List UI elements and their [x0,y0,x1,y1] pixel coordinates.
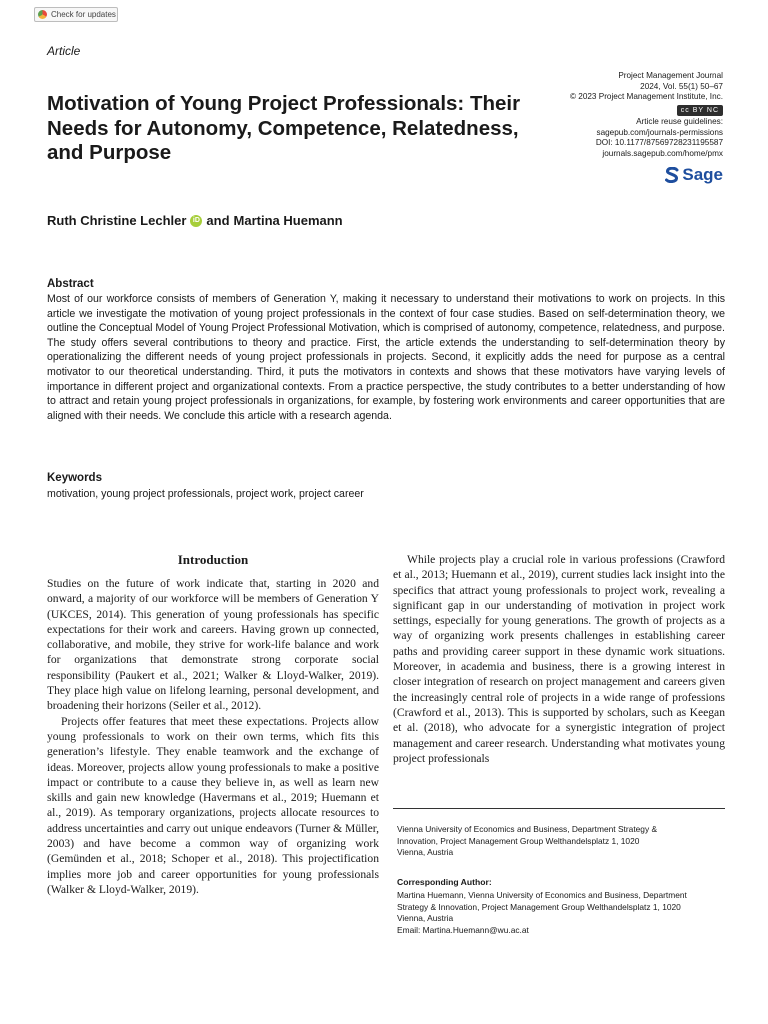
corresponding-author-note [397,890,727,936]
abstract-text: Most of our workforce consists of members of Generation Y, making it necessary to understand their motivations to work on projects. In this article we investigate the motivation of young project professionals in the context of four case studies. Based on self-determination theory, we outline the Conceptual Model of Young Project Professional Motivation, which is comprised of autonomy, competence, relatedness, and purpose. The study offers several contributions to theory and practice. First, the article extends the understanding to self-determination theory by operationalizing the different needs of young project professionals in projects. Second, it explicitly adds the need for purpose as a central motivator to our theoretical understanding. Third, it puts the motivators in contexts and shows that these motivators have varying levels of importance in different project and organizational contexts. From a practice perspective, the study contributes to a better understanding of how to attract and retain young project professionals in organizations, for example, by fostering work environments and career opportunities that are aligned with their needs. We conclude this article with a research agenda. [47,293,725,422]
corresponding-line: Vienna, Austria [397,913,454,924]
crossmark-icon [38,10,47,19]
corresponding-author-heading: Corresponding Author: [397,877,492,887]
author-first[interactable]: Ruth Christine Lechler [47,213,187,228]
keywords-text: motivation, young project professionals, project work, project career [47,488,364,500]
author-connector: and [206,213,230,228]
corresponding-line: Strategy & Innovation, Project Management Group Welthandelsplatz 1, 1020 [397,901,681,912]
right-column [393,552,725,766]
orcid-icon[interactable]: iD [190,215,202,227]
journal-name: Project Management Journal [618,71,723,80]
reuse-guidelines-label: Article reuse guidelines: [636,117,723,127]
sage-s-icon [665,167,679,183]
left-column [47,576,379,897]
corresponding-line: Martina Huemann, Vienna University of Economics and Business, Department [397,890,687,900]
intro-paragraph-1: Studies on the future of work indicate that, starting in 2020 and onward, a majority of our workforce will be members of Generation Y (UKCES, 2014). This generation of young professionals has specific expectations for their work and careers. Having grown up connected, collaborative, and mobile, they strive for work-life balance and work for organizations that demonstrate strong corporate social responsibility (Paukert et al., 2021; Walker & Lloyd-Walker, 2019). They place high value on lifelong learning, personal development, and broadening their horizons (Seiler et al., 2012). [47,577,379,713]
author-line [47,213,343,228]
journal-home-link[interactable]: journals.sagepub.com/home/pmx [602,149,723,159]
journal-info [513,71,723,186]
abstract-heading: Abstract [47,278,94,290]
article-type-label: Article [47,44,81,58]
article-title: Motivation of Young Project Professionals: Their Needs for Autonomy, Competence, Relatedness, and Purpose [47,92,521,165]
intro-paragraph-3: While projects play a crucial role in various professions (Crawford et al., 2013; Huemann et al., 2019), current studies lack insight into the specifics that attract young professionals to project work, revealing a significant gap in our understanding of motivation in project work settings, especially for young generations. The growth of projects as a way of organizing work presents challenges in establishing career paths and providing career support in these dynamic work situations. Moreover, in academia and business, there is a growing interest in closer integration of research on project management and careers given the increasingly central role of projects in a wide range of professions (Crawford et al., 2013). This is supported by scholars, such as Keegan et al. (2018), who advocate for a synergistic integration of project management and career research. Understanding what motivates young project professionals [393,553,725,765]
corresponding-email[interactable]: Email: Martina.Huemann@wu.ac.at [397,924,529,935]
sage-logo [665,164,723,186]
doi-text[interactable]: DOI: 10.1177/87569728231195587 [595,138,723,148]
affiliation-line: Innovation, Project Management Group Welthandelsplatz 1, 1020 [397,835,640,846]
reuse-guidelines-link[interactable]: sagepub.com/journals-permissions [596,127,723,137]
intro-paragraph-2: Projects offer features that meet these expectations. Projects allow young professionals to work on their own terms, which fits this generation’s lifestyle. They enable teamwork and the exchange of ideas. Moreover, projects allow young professionals to make a positive impact or contribute to a cause they believe in, as well as learn new skills and gain new knowledge (Havermans et al., 2019; Huemann et al., 2019). As temporary organizations, projects allocate resources to address uncertainties and carry out unique endeavors (Turner & Müller, 2003) and have become a common way of organizing work (Gemünden et al., 2018; Schoper et al., 2018). This projectification implies more job and career opportunities for young professionals (Walker & Lloyd-Walker, 2019). [47,714,380,896]
keywords-heading: Keywords [47,472,102,484]
sage-wordmark: Sage [682,164,723,184]
journal-copyright: © 2023 Project Management Institute, Inc. [569,92,723,102]
introduction-heading: Introduction [177,552,249,567]
check-for-updates-label: Check for updates [51,10,116,19]
affiliation-line: Vienna, Austria [397,847,454,858]
affiliation-line: Vienna University of Economics and Business, Department Strategy & [397,824,658,834]
footnote-divider [393,808,725,809]
affiliation-note [397,824,727,859]
license-badge[interactable]: cc BY NC [677,105,723,116]
author-second[interactable]: Martina Huemann [233,213,343,228]
check-for-updates-button[interactable] [34,7,118,22]
journal-volume: 2024, Vol. 55(1) 50–67 [640,81,723,91]
